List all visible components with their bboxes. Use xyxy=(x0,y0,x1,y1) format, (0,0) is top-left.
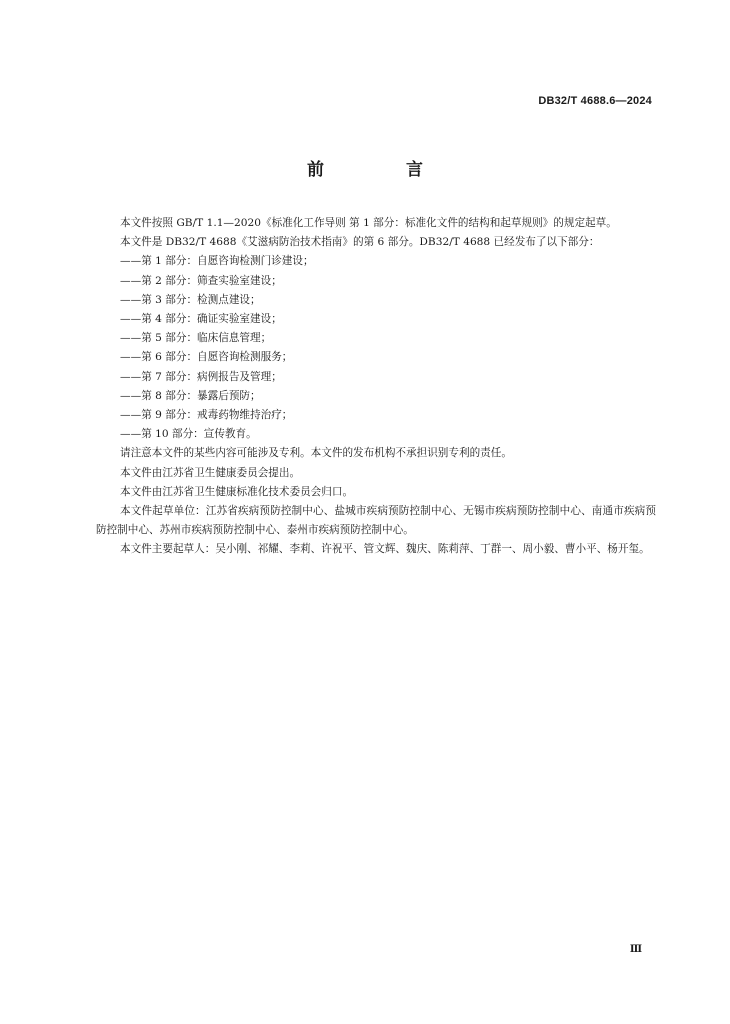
document-code: DB32/T 4688.6—2024 xyxy=(538,95,652,107)
page-title: 前 言 xyxy=(307,160,461,180)
paragraph-patent-notice: 请注意本文件的某些内容可能涉及专利。本文件的发布机构不承担识别专利的责任。 xyxy=(120,447,512,460)
list-item-part-2: ——第 2 部分：筛查实验室建设； xyxy=(120,274,282,287)
paragraph-proposed-by: 本文件由江苏省卫生健康委员会提出。 xyxy=(120,466,301,479)
foreword-body xyxy=(96,214,656,560)
list-item-part-6: ——第 6 部分：自愿咨询检测服务； xyxy=(120,351,293,364)
paragraph-main-drafters: 本文件主要起草人：吴小刚、祁耀、李莉、许祝平、管文辉、魏庆、陈莉萍、丁群一、周小毅、曹小平、杨开玺。 xyxy=(120,543,650,556)
paragraph-under-jurisdiction: 本文件由江苏省卫生健康标准化技术委员会归口。 xyxy=(120,485,354,498)
list-item-part-10: ——第 10 部分：宣传教育。 xyxy=(120,428,257,441)
list-item-part-4: ——第 4 部分：确证实验室建设； xyxy=(120,313,282,326)
list-item-part-1: ——第 1 部分：自愿咨询检测门诊建设； xyxy=(120,255,314,268)
paragraph-drafting-units: 本文件起草单位：江苏省疾病预防控制中心、盐城市疾病预防控制中心、无锡市疾病预防控制中心、南通市疾病预防控制中心、苏州市疾病预防控制中心、泰州市疾病预防控制中心。 xyxy=(96,505,656,537)
list-item-part-3: ——第 3 部分：检测点建设； xyxy=(120,293,261,306)
list-item-part-5: ——第 5 部分：临床信息管理； xyxy=(120,332,272,345)
list-item-part-9: ——第 9 部分：戒毒药物维持治疗； xyxy=(120,409,293,422)
list-item-part-7: ——第 7 部分：病例报告及管理； xyxy=(120,370,282,383)
paragraph-drafting-basis: 本文件按照 GB/T 1.1—2020《标准化工作导则 第 1 部分：标准化文件的结构和起草规则》的规定起草。 xyxy=(120,217,617,229)
list-item-part-8: ——第 8 部分：暴露后预防； xyxy=(120,389,261,402)
paragraph-series-intro: 本文件是 DB32/T 4688《艾滋病防治技术指南》的第 6 部分。DB32/T 4688 已经发布了以下部分： xyxy=(120,236,600,249)
page-number: Ⅲ xyxy=(629,944,642,955)
